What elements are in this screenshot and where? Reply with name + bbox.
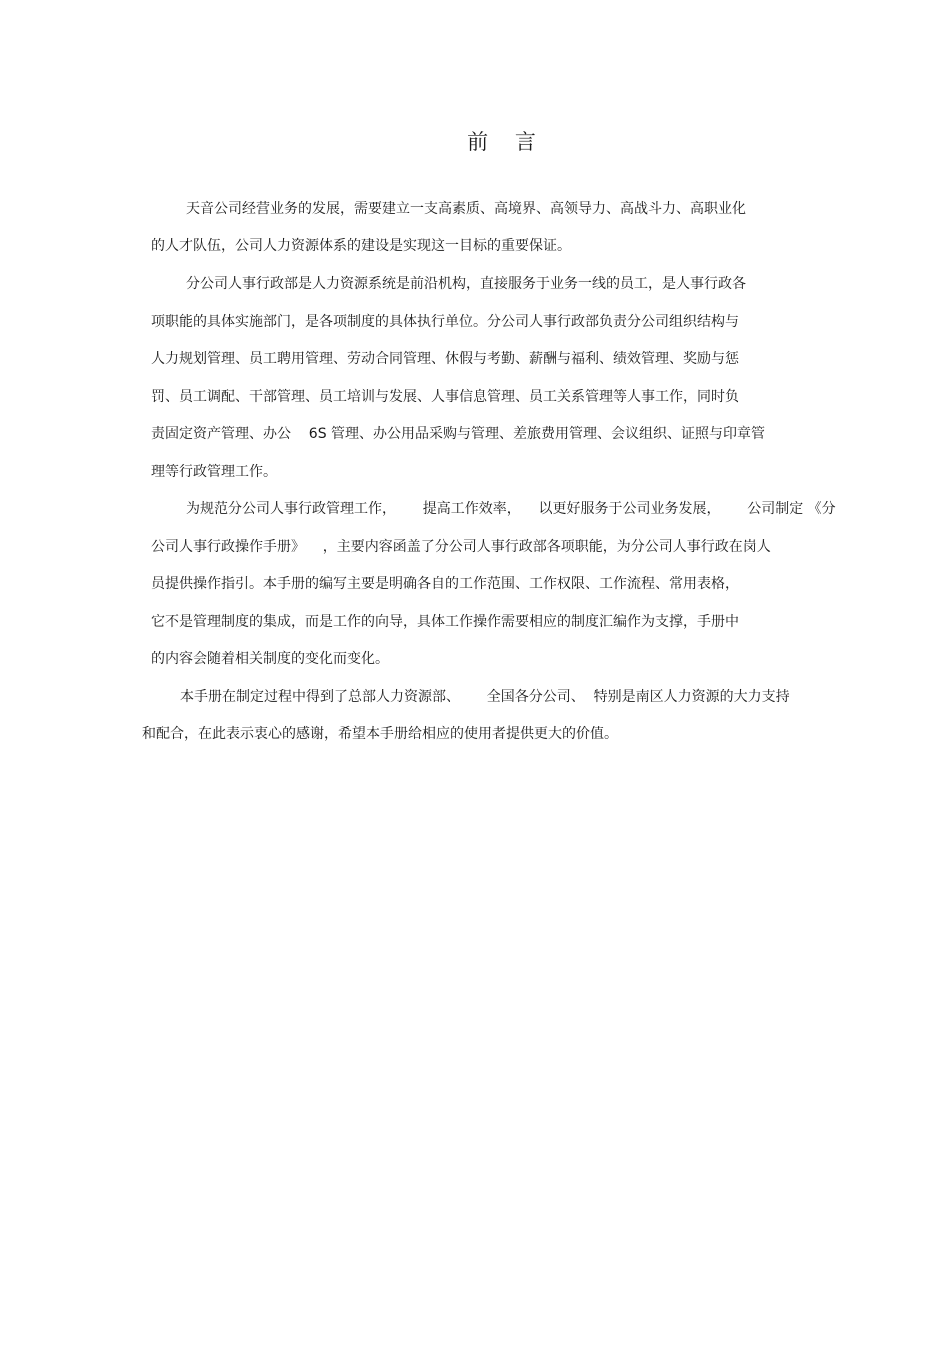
paragraph-2-line-6: 理等行政管理工作。 <box>151 464 277 480</box>
paragraph-3-line-4: 它不是管理制度的集成，而是工作的向导，具体工作操作需要相应的制度汇编作为支撑，手册中 <box>151 614 739 630</box>
paragraph-1-line-2: 的人才队伍，公司人力资源体系的建设是实现这一目标的重要保证。 <box>151 238 571 254</box>
page-title: 前 言 <box>467 130 536 154</box>
paragraph-3-line-3: 员提供操作指引。本手册的编写主要是明确各自的工作范围、工作权限、工作流程、常用表格， <box>151 576 739 592</box>
paragraph-4-line-2: 和配合，在此表示衷心的感谢，希望本手册给相应的使用者提供更大的价值。 <box>142 726 618 742</box>
paragraph-2-line-3: 人力规划管理、员工聘用管理、劳动合同管理、休假与考勤、薪酬与福利、绩效管理、奖励与惩 <box>151 351 739 367</box>
paragraph-2-line-1: 分公司人事行政部是人力资源系统是前沿机构，直接服务于业务一线的员工，是人事行政各 <box>186 276 746 292</box>
paragraph-2-line-4: 罚、员工调配、干部管理、员工培训与发展、人事信息管理、员工关系管理等人事工作，同时负 <box>151 389 739 405</box>
paragraph-3-line-1: 为规范分公司人事行政管理工作， 提高工作效率， 以更好服务于公司业务发展， 公司制定 《分 <box>186 501 836 517</box>
paragraph-2-line-5: 责固定资产管理、办公 6S 管理、办公用品采购与管理、差旅费用管理、会议组织、证照与印章管 <box>151 426 766 442</box>
paragraph-4-line-1: 本手册在制定过程中得到了总部人力资源部、 全国各分公司、 特别是南区人力资源的大力支持 <box>180 689 790 705</box>
paragraph-3-line-2: 公司人事行政操作手册》 ，主要内容函盖了分公司人事行政部各项职能，为分公司人事行政在岗人 <box>151 539 771 555</box>
paragraph-2-line-2: 项职能的具体实施部门，是各项制度的具体执行单位。分公司人事行政部负责分公司组织结构与 <box>151 314 739 330</box>
paragraph-3-line-5: 的内容会随着相关制度的变化而变化。 <box>151 651 389 667</box>
paragraph-1-line-1: 天音公司经营业务的发展，需要建立一支高素质、高境界、高领导力、高战斗力、高职业化 <box>186 201 746 217</box>
